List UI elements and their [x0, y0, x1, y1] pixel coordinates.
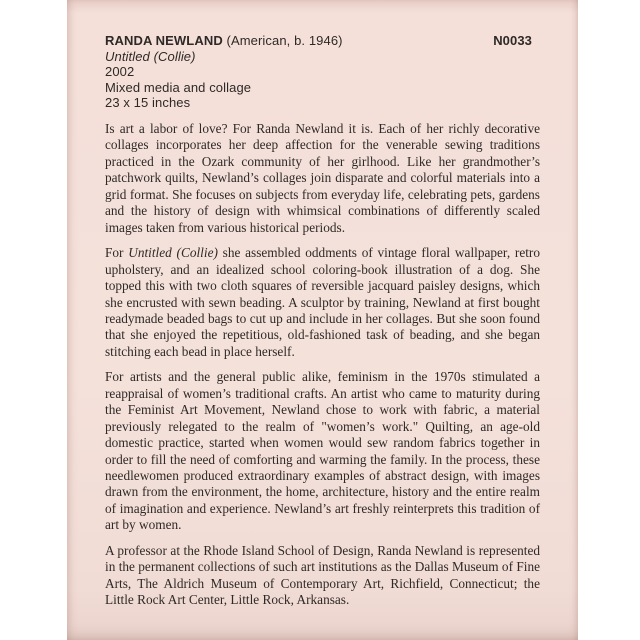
artist-details: (American, b. 1946) [222, 33, 343, 48]
artist-name: RANDA NEWLAND [105, 33, 223, 48]
artwork-dimensions: 23 x 15 inches [105, 95, 191, 111]
paragraph-2-rest: she assembled oddments of vintage floral wallpaper, retro upholstery, and an idealized school coloring-book illustration of a dog. She topped this with two cloth squares of reversible jacquard paisley designs, which she encrusted with sewn beading. A sculptor by training, Newland at first bought readymade beaded bags to cut up and include in her collages. But she soon found that she enjoyed the repetitious, old-fashioned task of beading, and she began stitching each bead in place herself. [105, 245, 540, 359]
artwork-year: 2002 [105, 64, 135, 80]
paragraph-2-artwork-title: Untitled (Collie) [128, 245, 218, 261]
essay-paragraph-1: Is art a labor of love? For Randa Newland it is. Each of her richly decorative collages incorporates her deep affection for the venerable sewing traditions practiced in the Ozark community of her girlhood. Like her grandmother’s patchwork quilts, Newland’s collages join disparate and colorful materials into a grid format. She focuses on subjects from everyday life, celebrating pets, gardens and the history of design with whimsical combinations of differently scaled images taken from various historical periods. [105, 120, 540, 235]
essay-text [105, 121, 540, 609]
paper-sheet [67, 0, 578, 640]
essay-paragraph-3: For artists and the general public alike, feminism in the 1970s stimulated a reappraisal of women’s traditional crafts. An artist who came to maturity during the Feminist Art Movement, Newland chose to work with fabric, a material previously relegated to the realm of "women’s work." Quilting, an age-old domestic practice, started when women would sew random fabrics together in order to fill the need of comforting and warming the family. In the process, these needlewomen produced extraordinary examples of abstract design, with images drawn from the environment, the home, architecture, history and the entire realm of imagination and experience. Newland’s art freshly reinterprets this tradition of art by women. [105, 369, 540, 533]
catalog-number: N0033 [493, 33, 532, 48]
paragraph-2-prefix: For [105, 245, 129, 261]
artist-line [105, 33, 540, 49]
essay-paragraph-2 [105, 245, 540, 360]
artwork-title: Untitled (Collie) [105, 48, 196, 64]
essay-paragraph-4: A professor at the Rhode Island School of Design, Randa Newland is represented in the permanent collections of such art institutions as the Dallas Museum of Fine Arts, The Aldrich Museum of Contemporary Art, Richfield, Connecticut; the Little Rock Art Center, Little Rock, Arkansas. [105, 542, 540, 608]
artwork-label-header [105, 33, 540, 111]
paper-content [67, 0, 578, 640]
artwork-medium: Mixed media and collage [105, 79, 252, 95]
